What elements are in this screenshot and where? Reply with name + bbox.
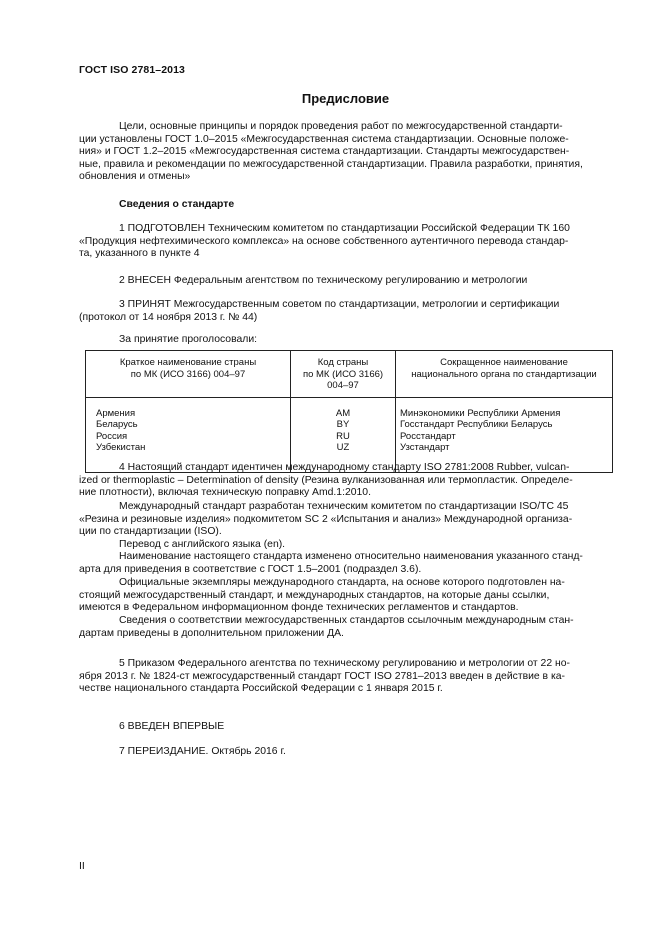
countries-table (85, 350, 613, 473)
intro-line: ции установлены ГОСТ 1.0–2015 «Межгосударственная система стандартизации. Основные положе- (79, 133, 569, 145)
item-4-paragraph (79, 462, 616, 500)
standard-info-heading: Сведения о стандарте (119, 199, 235, 210)
table-header-row (86, 351, 613, 398)
standards-body: Минэкономики Республики Армения (400, 407, 561, 419)
item-4-line: ized or thermoplastic – Determination of density (Резина вулканизованная или термопластик. Определе- (79, 474, 573, 486)
item-4f-line: дартам приведены в дополнительном приложении ДА. (79, 627, 344, 639)
standards-body: Госстандарт Республики Беларусь (400, 419, 553, 430)
country-name: Россия (96, 430, 128, 442)
page-title: Предисловие (301, 91, 390, 106)
item-4d-line: Наименование настоящего стандарта изменено относительно наименования указанного станд- (119, 551, 583, 562)
item-5-line: честве национального стандарта Российской Федерации с 1 января 2015 г. (79, 683, 443, 695)
table-header-cell (396, 351, 613, 398)
item-4f-line: Сведения о соответствии межгосударственных стандартов ссылочным международным стан- (119, 615, 574, 626)
header-line: Краткое наименование страны (119, 357, 257, 368)
item-4b-line: «Резина и резиновые изделия» подкомитетом SC 2 «Испытания и анализ» Международной организа- (79, 513, 573, 525)
intro-line: ные, правила и рекомендации по межгосударственной стандартизации. Правила разработки, принятия, (79, 158, 583, 170)
country-names-cell (86, 397, 291, 472)
voted-label-paragraph (79, 334, 616, 347)
item-7-line: 7 ПЕРЕИЗДАНИЕ. Октябрь 2016 г. (119, 746, 286, 757)
item-3-paragraph (79, 299, 616, 324)
item-6-line: 6 ВВЕДЕН ВПЕРВЫЕ (119, 721, 225, 732)
item-4-line: ние плотности), включая техническую поправку Amd.1:2010. (79, 487, 371, 499)
item-4-translation-paragraph (79, 539, 616, 552)
item-5-line: 5 Приказом Федерального агентства по техническому регулированию и метрологии от 22 но- (119, 658, 570, 669)
country-code: UZ (336, 442, 350, 453)
intro-line: обновления и отмены» (79, 171, 191, 183)
item-1-line: «Продукция нефтехимического комплекса» на основе собственного аутентичного перевода стандар- (79, 235, 569, 247)
item-4-conformity-paragraph (79, 615, 616, 640)
header-line: Сокращенное наименование (440, 357, 568, 368)
document-code-header: ГОСТ ISO 2781–2013 (79, 64, 185, 76)
country-code: BY (336, 419, 350, 430)
header-line: по МК (ИСО 3166) 004–97 (130, 368, 246, 380)
item-1-line: та, указанного в пункте 4 (79, 248, 200, 260)
standards-body: Узстандарт (400, 442, 450, 453)
item-4b-line: ции по стандартизации (ISO). (79, 526, 222, 538)
item-5-line: ября 2013 г. № 1824-ст межгосударственный стандарт ГОСТ ISO 2781–2013 введен в действие в ка- (79, 670, 565, 682)
item-4e-line: стоящий межгосударственный стандарт, и международных стандартов, на которые даны ссылки, (79, 589, 550, 601)
item-2-line: 2 ВНЕСЕН Федеральным агентством по техническому регулированию и метрологии (119, 275, 528, 286)
table-header-cell (291, 351, 396, 398)
table-header-cell (86, 351, 291, 398)
item-3-line: 3 ПРИНЯТ Межгосударственным советом по стандартизации, метрологии и сертификации (119, 299, 560, 310)
item-4-official-copies-paragraph (79, 577, 616, 615)
country-code: RU (336, 430, 350, 442)
item-2-paragraph (79, 275, 616, 288)
header-line: по МК (ИСО 3166) 004–97 (302, 368, 384, 391)
intro-line: Цели, основные принципы и порядок проведения работ по межгосударственной стандарти- (119, 121, 563, 132)
intro-line: ния» и ГОСТ 1.2–2015 «Межгосударственная система стандартизации. Стандарты межгосударствен- (79, 146, 570, 158)
country-name: Армения (96, 407, 136, 419)
standards-body: Росстандарт (400, 430, 456, 442)
item-4-name-change-paragraph (79, 551, 616, 576)
item-4e-line: Официальные экземпляры международного стандарта, на основе которого подготовлен на- (119, 577, 565, 588)
item-5-paragraph (79, 658, 616, 696)
item-1-line: 1 ПОДГОТОВЛЕН Техническим комитетом по стандартизации Российской Федерации ТК 160 (119, 223, 570, 234)
item-6-paragraph (79, 721, 616, 734)
item-4e-line: имеются в Федеральном информационном фонде технических регламентов и стандартов. (79, 602, 519, 614)
country-codes-cell (291, 397, 396, 472)
item-4c-line: Перевод с английского языка (en). (119, 539, 286, 550)
country-code: AM (335, 407, 351, 419)
header-line: национального органа по стандартизации (411, 368, 597, 380)
country-name: Беларусь (96, 419, 138, 430)
intro-paragraph (79, 121, 616, 184)
item-3-line: (протокол от 14 ноября 2013 г. № 44) (79, 311, 258, 323)
item-4b-line: Международный стандарт разработан техническим комитетом по стандартизации ISO/TC 45 (119, 501, 569, 512)
country-name: Узбекистан (96, 442, 146, 453)
item-4-developer-paragraph (79, 501, 616, 539)
item-4-line: 4 Настоящий стандарт идентичен международному стандарту ISO 2781:2008 Rubber, vulcan- (119, 462, 570, 473)
standards-bodies-cell (396, 397, 613, 472)
table-row (86, 397, 613, 472)
voted-label: За принятие проголосовали: (119, 334, 258, 345)
item-4d-line: арта для приведения в соответствие с ГОСТ 1.5–2001 (подраздел 3.6). (79, 563, 422, 575)
page-number: II (79, 860, 85, 872)
item-7-paragraph (79, 746, 616, 759)
item-1-paragraph (79, 223, 616, 261)
header-line: Код страны (317, 357, 369, 368)
